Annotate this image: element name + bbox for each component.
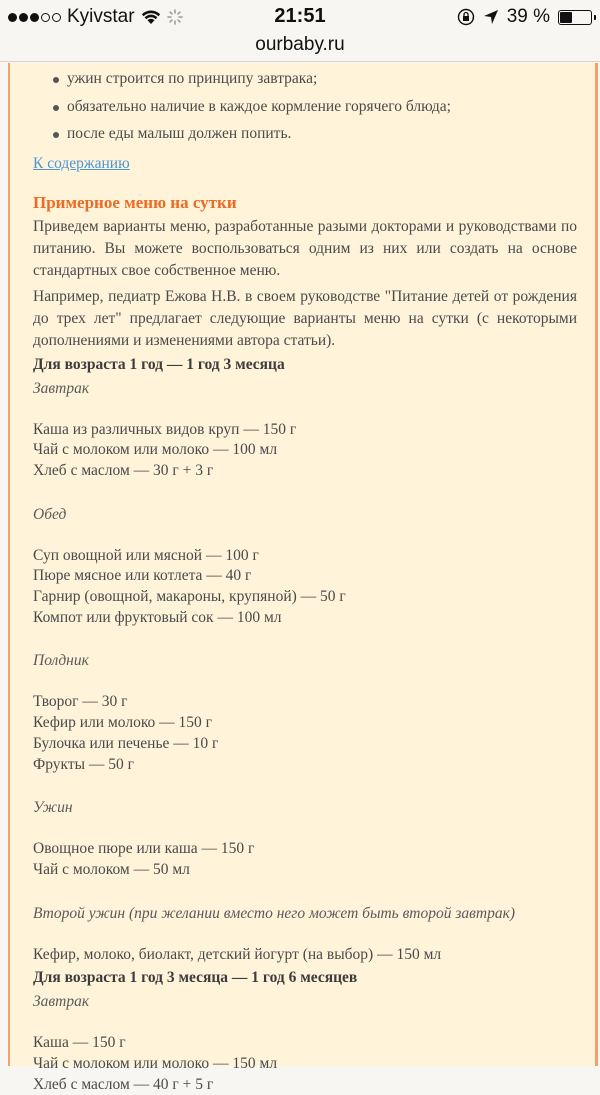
- rotation-lock-icon: [457, 8, 475, 26]
- meal-item: Кефир или молоко — 150 г: [33, 714, 213, 732]
- location-arrow-icon: [483, 9, 499, 25]
- meal-items: [33, 1033, 577, 1095]
- meal-title: Обед: [33, 505, 67, 523]
- meal-item: Чай с молоком или молоко — 100 мл: [33, 441, 278, 459]
- table-of-contents-link[interactable]: К содержанию: [33, 154, 130, 172]
- list-item: ужин строится по принципу завтрака;: [53, 69, 577, 97]
- section-title: Примерное меню на сутки: [33, 192, 237, 212]
- meal-title: Полдник: [33, 652, 89, 670]
- list-item: после еды малыш должен попить.: [53, 124, 577, 152]
- meal-items: [33, 839, 577, 880]
- meal-item: Пюре мясное или котлета — 40 г: [33, 567, 252, 585]
- battery-icon: [558, 10, 592, 25]
- meal-item: Хлеб с маслом — 30 г + 3 г: [33, 461, 214, 479]
- list-item: обязательно наличие в каждое кормление горячего блюда;: [53, 97, 577, 125]
- meal-title: Ужин: [33, 799, 73, 817]
- clock: 21:51: [274, 5, 326, 27]
- status-right: [457, 6, 592, 28]
- meal-title: Завтрак: [33, 379, 90, 397]
- meal-item: Фрукты — 50 г: [33, 755, 135, 773]
- meal-item: Каша из различных видов круп — 150 г: [33, 420, 297, 438]
- meal-items: [33, 692, 577, 775]
- meal-item: Хлеб с маслом — 40 г + 5 г: [33, 1075, 214, 1093]
- source-paragraph: Например, педиатр Ежова Н.В. в своем руководстве "Питание детей от рождения до трех лет" предлагает следующие варианты меню на сутки (с некоторыми дополнениями и изменениями автора статьи).: [33, 287, 577, 349]
- age-group-heading: Для возраста 1 год 3 месяца — 1 год 6 месяцев: [33, 969, 358, 987]
- carrier-name: Kyivstar: [67, 6, 135, 27]
- meal-items: [33, 420, 577, 482]
- intro-paragraph: Приведем варианты меню, разработанные разыми докторами и руководствами по питанию. Вы можете воспользоваться одним из них или создать на основе стандартных свое собственное меню.: [33, 217, 577, 279]
- meal-items: [33, 546, 577, 629]
- meal-item: Кефир, молоко, биолакт, детский йогурт (на выбор) — 150 мл: [33, 945, 442, 963]
- meal-item: Овощное пюре или каша — 150 г: [33, 840, 255, 858]
- meal-item: Булочка или печенье — 10 г: [33, 734, 219, 752]
- article-panel: [8, 63, 598, 1093]
- article-body: [33, 63, 577, 1095]
- meal-item: Чай с молоком — 50 мл: [33, 860, 190, 878]
- meal-title: Второй ужин (при желании вместо него может быть второй завтрак): [33, 904, 515, 922]
- battery-percent: 39 %: [506, 6, 550, 27]
- meal-item: Чай с молоком или молоко — 150 мл: [33, 1055, 278, 1073]
- age-group-heading: Для возраста 1 год — 1 год 3 месяца: [33, 355, 285, 373]
- meal-item: Компот или фруктовый сок — 100 мл: [33, 608, 282, 626]
- meal-items: [33, 945, 577, 966]
- meal-item: Каша — 150 г: [33, 1034, 126, 1052]
- url-text: ourbaby.ru: [255, 34, 345, 55]
- bullet-list: [33, 69, 577, 152]
- meal-title: Завтрак: [33, 993, 90, 1011]
- meal-item: Суп овощной или мясной — 100 г: [33, 546, 259, 564]
- status-bar: [0, 0, 600, 34]
- meal-item: Гарнир (овощной, макароны, крупяной) — 50 г: [33, 588, 346, 606]
- url-bar[interactable]: [0, 34, 600, 62]
- meal-item: Творог — 30 г: [33, 693, 128, 711]
